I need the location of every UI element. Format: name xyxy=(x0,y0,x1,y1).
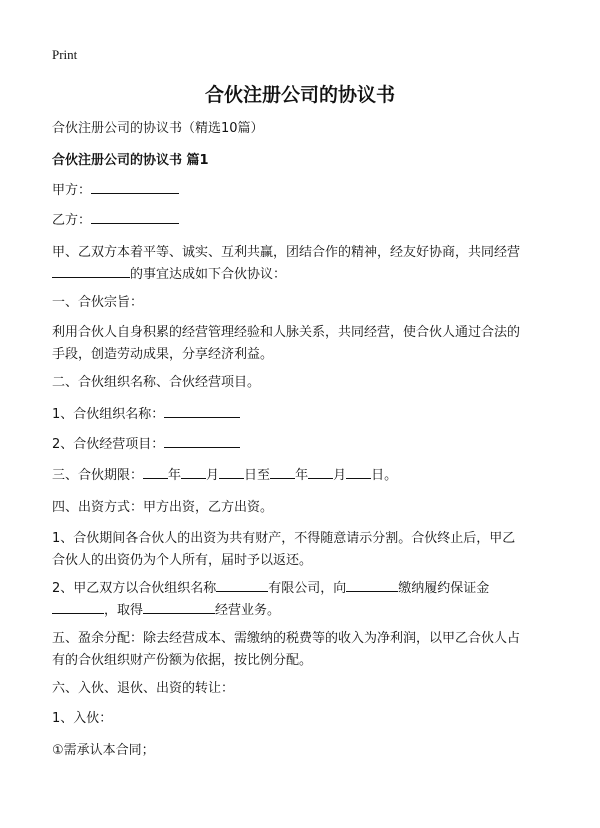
start-year-blank xyxy=(143,466,168,479)
end-month-blank xyxy=(308,466,333,479)
section-1-line-1: 利用合伙人自身积累的经营管理经验和人脉关系，共同经营，使合伙人通过合法的 xyxy=(52,325,521,340)
start-month-blank xyxy=(181,466,206,479)
section-6-item-1: 1、入伙： xyxy=(52,711,113,726)
intro-line-1: 甲、乙双方本着平等、诚实、互利共赢，团结合作的精神，经友好协商，共同经营 xyxy=(52,245,521,260)
section-1-heading: 一、合伙宗旨： xyxy=(52,295,144,310)
section-2-heading: 二、合伙组织名称、合伙经营项目。 xyxy=(52,375,261,390)
project-blank xyxy=(164,435,240,448)
intro-paragraph xyxy=(52,242,520,286)
end-year-blank xyxy=(270,466,295,479)
section-3-term: 三、合伙期限： 年 月 日至 年 月 日。 xyxy=(52,468,398,483)
section-heading: 合伙注册公司的协议书 篇1 xyxy=(52,153,209,168)
party-b-line xyxy=(52,210,179,232)
party-b-label: 乙方： xyxy=(52,213,92,228)
party-a-label: 甲方： xyxy=(52,183,92,198)
page-title: 合伙注册公司的协议书 xyxy=(204,84,395,106)
section-4-heading: 四、出资方式：甲方出资，乙方出资。 xyxy=(52,500,274,515)
end-day-blank xyxy=(346,466,371,479)
org-name-blank xyxy=(164,405,240,418)
section-1-line-2: 手段，创造劳动成果，分享经济利益。 xyxy=(52,347,274,362)
deposit-amount-blank xyxy=(52,601,104,614)
payee-blank xyxy=(346,579,398,592)
subtitle: 合伙注册公司的协议书（精选10篇） xyxy=(52,121,264,136)
section-5-paragraph: 五、盈余分配：除去经营成本、需缴纳的税费等的收入为净利润，以甲乙合伙人占 有的合伙组织财产份额为依据，按比例分配。 xyxy=(52,631,521,668)
section-6-sub-1: ①需承认本合同； xyxy=(52,743,155,758)
intro-blank xyxy=(52,265,130,278)
section-1-paragraph xyxy=(52,322,520,366)
print-link[interactable]: Print xyxy=(52,47,78,62)
section-2-item-2: 2、合伙经营项目： xyxy=(52,434,240,456)
section-2-item-1: 1、合伙组织名称： xyxy=(52,404,240,426)
business-blank xyxy=(143,601,215,614)
section-4-item-2: 2、甲乙双方以合伙组织名称 有限公司，向 缴纳履约保证金 ，取得 经营业务。 xyxy=(52,581,490,618)
party-a-blank xyxy=(91,181,179,194)
party-a-line xyxy=(52,180,179,202)
start-day-blank xyxy=(219,466,244,479)
section-6-heading: 六、入伙、退伙、出资的转让： xyxy=(52,681,235,696)
party-b-blank xyxy=(91,211,179,224)
section-4-item-1: 1、合伙期间各合伙人的出资为共有财产，不得随意请示分割。合伙终止后，甲乙 合伙人的出资仍为个人所有，届时予以返还。 xyxy=(52,531,516,568)
org-name-blank-2 xyxy=(216,579,268,592)
intro-line-2: 的事宜达成如下合伙协议： xyxy=(52,264,520,286)
